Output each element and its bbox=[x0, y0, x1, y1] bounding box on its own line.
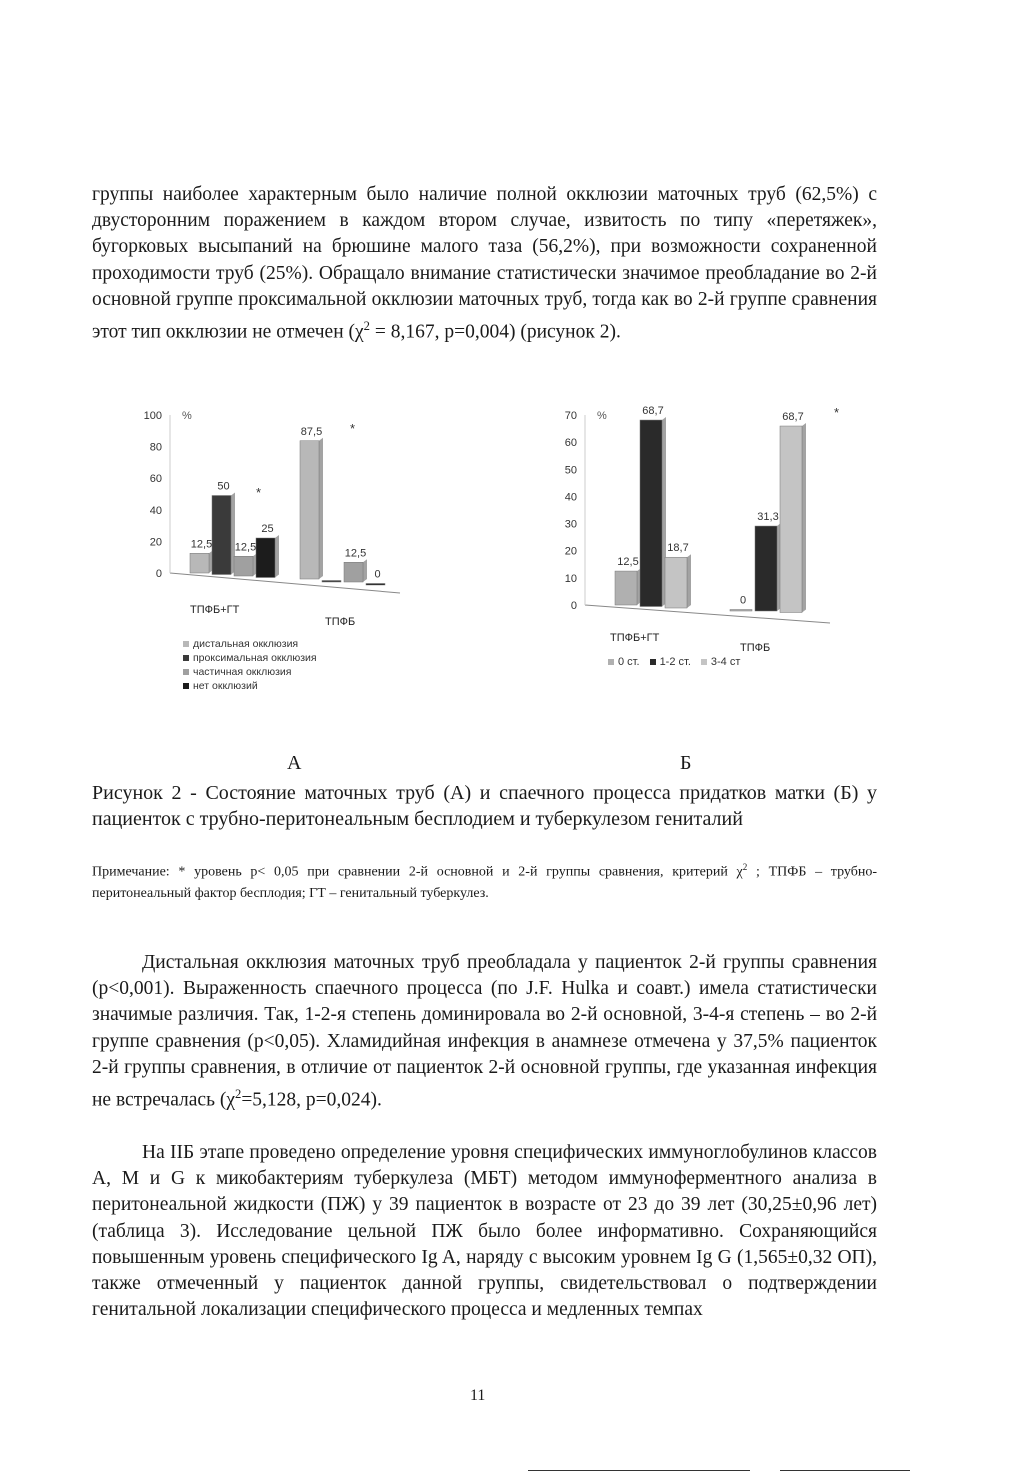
bar-0-2 bbox=[234, 556, 253, 576]
bar-1-2 bbox=[344, 562, 363, 582]
category-label: ТПФБ bbox=[740, 642, 771, 654]
bar-1-1 bbox=[322, 581, 341, 583]
page-number: 11 bbox=[470, 1387, 486, 1404]
bar-side-0-2 bbox=[687, 554, 691, 608]
y-tick-label: 0 bbox=[155, 568, 162, 580]
bar-0-0 bbox=[615, 571, 637, 605]
y-tick-label: 70 bbox=[564, 410, 577, 422]
data-label: 12,5 bbox=[190, 538, 213, 551]
category-label: ТПФБ bbox=[325, 616, 356, 628]
paragraph-stage-iib: На IIБ этапе проведено определение уровня специфических иммуноглобулинов классов А, М и G к микобактериям туберкулеза (МБТ) методом иммуноферментного анализа в перитонеальной жидкости (ПЖ) у 39 пациенток в возрасте от 23 до 39 лет (30,25±0,96 лет) (таблица 3). Исследование цельной ПЖ было более информативно. Сохраняющийся повышенным уровень специфического Ig A, наряду с высоким уровнем Ig G (1,565±0,32 ОП), также отмеченный у пациенток данной группы, свидетельствовал о подтверждении генитальной локализации специфического процесса и медленных темпах bbox=[92, 1142, 877, 1321]
chi-square-superscript: 2 bbox=[363, 319, 370, 334]
chart-a-svg bbox=[110, 395, 400, 628]
legend-a-label: дистальная окклюзия bbox=[193, 638, 299, 650]
legend-b-label: 0 ст. bbox=[618, 656, 640, 668]
figure-label-a: А bbox=[287, 752, 302, 774]
legend-a-item bbox=[183, 637, 317, 651]
legend-a-item bbox=[183, 651, 317, 665]
bar-side-0-3 bbox=[275, 535, 279, 578]
legend-swatch bbox=[183, 683, 189, 689]
legend-a-item bbox=[183, 665, 317, 679]
legend-a-label: частичная окклюзия bbox=[193, 666, 292, 678]
figure-note bbox=[92, 857, 877, 904]
data-label: 0 bbox=[739, 594, 747, 607]
bar-1-2 bbox=[780, 426, 802, 612]
y-tick-label: 20 bbox=[149, 536, 162, 549]
paragraph-intro-end: = 8,167, p=0,004) (рисунок 2). bbox=[369, 321, 621, 343]
data-label: 12,5 bbox=[617, 556, 639, 569]
figure-note-text: Примечание: * уровень р< 0,05 при сравнении 2-й основной и 2-й группы сравнения, критерий χ bbox=[92, 864, 743, 880]
data-label: 12,5 bbox=[234, 541, 257, 554]
paragraph-distal bbox=[92, 950, 877, 1114]
legend-swatch bbox=[701, 659, 707, 665]
bar-side-1-2 bbox=[802, 423, 806, 612]
y-tick-label: 80 bbox=[149, 441, 162, 454]
y-tick-label: 100 bbox=[143, 410, 162, 422]
category-label: ТПФБ+ГТ bbox=[190, 604, 240, 616]
chart-b-legend bbox=[608, 656, 750, 668]
data-label: 50 bbox=[217, 480, 230, 493]
chart-b bbox=[540, 395, 840, 654]
data-label: 12,5 bbox=[344, 547, 367, 560]
paragraph-distal-end: =5,128, p=0,024). bbox=[241, 1089, 382, 1111]
y-tick-label: 60 bbox=[564, 437, 577, 450]
bar-0-3 bbox=[256, 538, 275, 578]
legend-b-item bbox=[701, 656, 741, 668]
paragraph-distal-text: Дистальная окклюзия маточных труб преобладала у пациенток 2-й группы сравнения (р<0,001). Выраженность спаечного процесса (по J.F. Hulka и соавт.) имела статистически значимые различия. Так, 1-2-я степень доминировала во 2-й основной, 3-4-я степень – во 2-й группе сравнения (р<0,05). Хламидийная инфекция в анамнезе отмечена у 37,5% пациенток 2-й группы сравнения, в отличие от пациенток 2-й основной группы, где указанная инфекция не встречалась (χ bbox=[92, 952, 877, 1111]
legend-b-label: 1-2 ст. bbox=[659, 656, 691, 668]
paragraph-intro bbox=[92, 182, 877, 346]
paragraph-intro-text: группы наиболее характерным было наличие полной окклюзии маточных труб (62,5%) с двусторонним поражением в каждом втором случае, извитость по типу «перетяжек», бугорковых высыпаний на брюшине малого таза (56,2%), при возможности сохраненной проходимости труб (25%). Обращало внимание статистически значимое преобладание во 2-й основной группе проксимальной окклюзии маточных труб, тогда как во 2-й группе сравнения этот тип окклюзии не отмечен (χ bbox=[92, 184, 877, 343]
chart-a-legend bbox=[183, 637, 317, 693]
bar-side-1-3 bbox=[385, 581, 389, 584]
figure-label-b: Б bbox=[680, 752, 692, 774]
footer-rule-2 bbox=[780, 1470, 910, 1471]
bar-side-1-2 bbox=[363, 559, 367, 582]
chart-a bbox=[110, 395, 400, 628]
figure-caption: Рисунок 2 - Состояние маточных труб (А) и спаечного процесса придатков матки (Б) у пациенток с трубно-перитонеальным бесплодием и туберкулезом гениталий bbox=[92, 782, 877, 830]
legend-swatch bbox=[183, 641, 189, 647]
data-label: 18,7 bbox=[667, 542, 689, 555]
y-tick-label: 40 bbox=[564, 491, 577, 504]
y-tick-label: 40 bbox=[149, 504, 162, 517]
legend-a-item bbox=[183, 679, 317, 693]
bar-0-1 bbox=[640, 420, 662, 606]
data-label: 87,5 bbox=[300, 425, 323, 438]
legend-b-label: 3-4 ст bbox=[710, 656, 741, 668]
legend-swatch bbox=[183, 669, 189, 675]
category-label: ТПФБ+ГТ bbox=[610, 632, 660, 644]
bar-1-0 bbox=[300, 441, 319, 579]
data-label: 31,3 bbox=[757, 511, 779, 524]
y-tick-label: 50 bbox=[564, 464, 577, 477]
unit-label: % bbox=[182, 410, 192, 422]
y-tick-label: 20 bbox=[564, 545, 577, 558]
unit-label: % bbox=[597, 410, 607, 422]
legend-a-label: проксимальная окклюзия bbox=[193, 652, 317, 664]
chart-b-svg bbox=[540, 395, 840, 654]
note-superscript: 2 bbox=[742, 862, 748, 872]
bar-0-0 bbox=[190, 553, 209, 573]
legend-b-item bbox=[650, 656, 691, 668]
legend-swatch bbox=[608, 659, 614, 665]
y-tick-label: 10 bbox=[564, 572, 577, 585]
y-tick-label: 0 bbox=[570, 600, 577, 612]
y-tick-label: 30 bbox=[564, 518, 577, 531]
figure-note-end: ; ТПФБ – трубно-перитонеальный фактор бесплодия; ГТ – генитальный туберкулез. bbox=[92, 864, 877, 901]
significance-mark: * bbox=[350, 421, 356, 436]
bar-1-3 bbox=[366, 584, 385, 586]
significance-mark: * bbox=[834, 405, 840, 420]
legend-b-item bbox=[608, 656, 640, 668]
bar-1-0 bbox=[730, 610, 752, 612]
legend-swatch bbox=[650, 659, 656, 665]
footer-rule bbox=[528, 1470, 750, 1471]
bar-0-1 bbox=[212, 496, 231, 575]
data-label: 68,7 bbox=[642, 405, 664, 418]
data-label: 25 bbox=[261, 523, 274, 535]
bar-side-1-0 bbox=[319, 438, 323, 579]
bar-0-2 bbox=[665, 557, 687, 608]
significance-mark: * bbox=[256, 485, 262, 500]
y-tick-label: 60 bbox=[149, 473, 162, 486]
legend-a-label: нет окклюзий bbox=[193, 680, 258, 692]
bar-1-1 bbox=[755, 526, 777, 611]
chi-square-superscript-2: 2 bbox=[234, 1087, 242, 1102]
legend-swatch bbox=[183, 655, 189, 661]
data-label: 0 bbox=[374, 568, 381, 581]
data-label: 68,7 bbox=[782, 411, 804, 424]
